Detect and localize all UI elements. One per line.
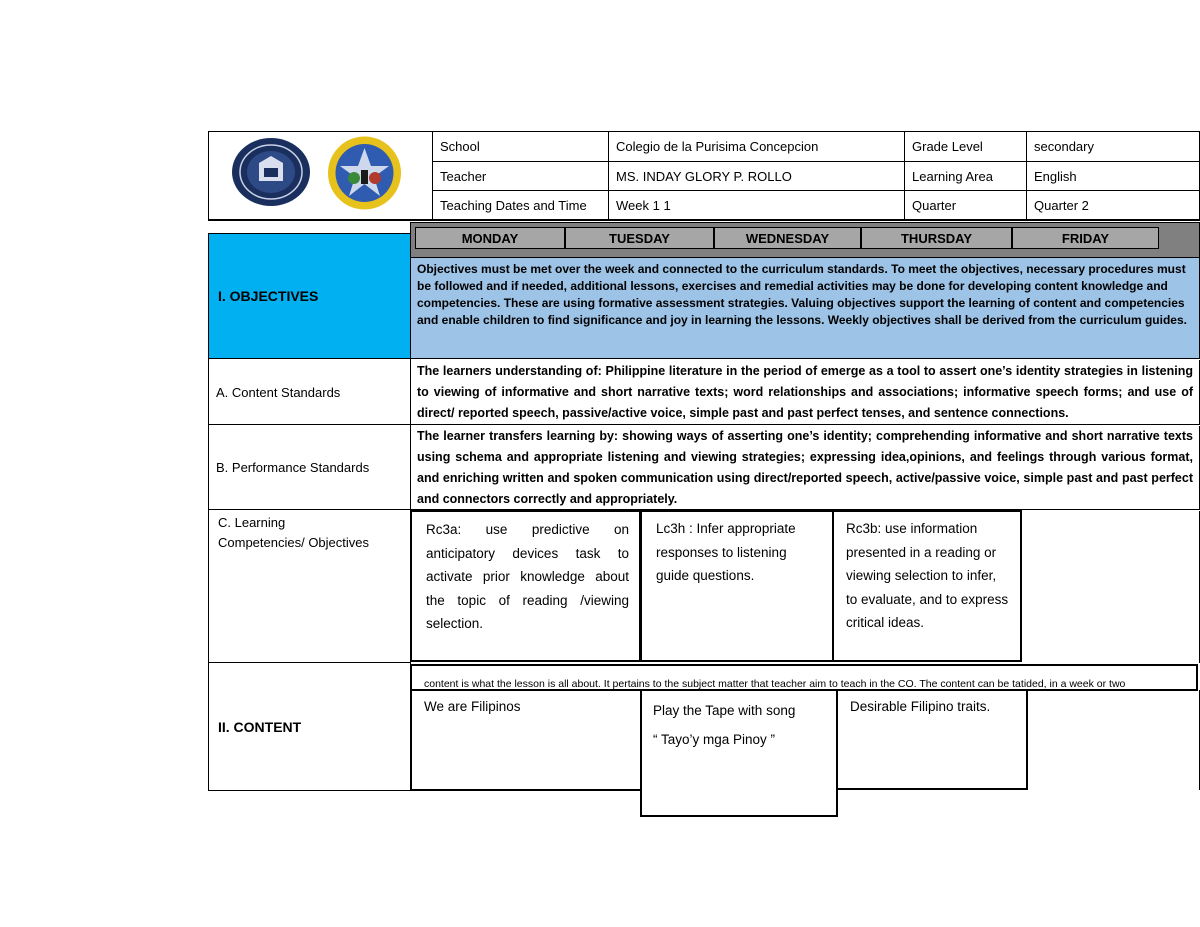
day-monday: MONDAY bbox=[415, 227, 565, 249]
objectives-title: I. OBJECTIVES bbox=[218, 288, 319, 304]
header-label-teacher: Teacher bbox=[440, 168, 487, 184]
header-value-learning-area: English bbox=[1034, 168, 1077, 184]
objectives-title-cell bbox=[208, 233, 411, 359]
performance-standards-label: B. Performance Standards bbox=[209, 426, 410, 510]
header-value-quarter: Quarter 2 bbox=[1034, 198, 1089, 213]
content-tuesday-line1: Play the Tape with song bbox=[653, 703, 796, 718]
header-value-teacher: MS. INDAY GLORY P. ROLLO bbox=[616, 168, 792, 184]
competency-tuesday: Lc3h : Infer appropriate responses to listening guide questions. bbox=[640, 510, 834, 662]
competency-wednesday: Rc3b: use information presented in a reading or viewing selection to infer, to evaluate, and to express critical ideas. bbox=[832, 510, 1022, 662]
day-thursday: THURSDAY bbox=[861, 227, 1012, 249]
content-tuesday-line2: “ Tayo’y mga Pinoy ” bbox=[653, 732, 776, 747]
performance-standards-text: The learner transfers learning by: showing ways of asserting one’s identity; comprehending informative and short narrative texts using schema and appropriate listening and viewing strategies; expressing idea,opinions, and feelings through various format, and enriching written and spoken communication using direct/reported speech, active/passive voice, simple past and past perfect and connectors correctly and appropriately. bbox=[411, 426, 1200, 510]
content-wednesday-text: Desirable Filipino traits. bbox=[850, 699, 991, 714]
content-monday bbox=[410, 689, 642, 791]
school-logo-right bbox=[327, 136, 402, 210]
content-wednesday bbox=[836, 689, 1028, 790]
content-standards-text: The learners understanding of: Philippine literature in the period of emerge as a tool to assert one’s identity strategies in listening to viewing of informative and short narrative texts; word relationships and associations; informative speech forms; and use of direct/ reported speech, passive/active voice, simple past and past perfect tenses, and sentence connections. bbox=[411, 360, 1200, 425]
content-title: II. CONTENT bbox=[218, 719, 302, 735]
day-friday: FRIDAY bbox=[1012, 227, 1159, 249]
content-note: content is what the lesson is all about. It pertains to the subject matter that teacher aim to teach in the CO. The content can be tatided, in a week or two bbox=[411, 664, 1198, 691]
objectives-text: Objectives must be met over the week and connected to the curriculum standards. To meet the objectives, necessary procedures must be followed and if needed, additional lessons, exercises and remedial activities may be done for developing content knowledge and competencies. These are using formative assessment strategies. Valuing objectives support the learning of content and competencies and enable children to find significance and joy in learning the lessons. Weekly objectives shall be derived from the curriculum guides. bbox=[411, 258, 1200, 359]
header-value-school: Colegio de la Purisima Concepcion bbox=[616, 139, 819, 154]
header-label-learning-area: Learning Area bbox=[912, 168, 993, 184]
content-standards-label: A. Content Standards bbox=[209, 360, 410, 425]
content-title-cell bbox=[209, 664, 410, 790]
content-tuesday bbox=[640, 689, 838, 817]
header-label-quarter: Quarter bbox=[912, 198, 957, 213]
header-label-grade-level: Grade Level bbox=[912, 139, 983, 154]
header-label-teaching-dates: Teaching Dates and Time bbox=[440, 198, 587, 213]
competencies-label: C. Learning Competencies/ Objectives bbox=[209, 511, 410, 663]
content-monday-text: We are Filipinos bbox=[424, 699, 521, 714]
header-label-school: School bbox=[440, 139, 480, 154]
header-value-teaching-dates: Week 1 1 bbox=[616, 198, 671, 213]
day-header-bar bbox=[410, 222, 1200, 258]
day-tuesday: TUESDAY bbox=[565, 227, 714, 249]
header-value-grade-level: secondary bbox=[1034, 139, 1094, 154]
competency-monday: Rc3a: use predictive on anticipatory devices task to activate prior knowledge about the topic of reading /viewing selection. bbox=[410, 510, 641, 662]
day-wednesday: WEDNESDAY bbox=[714, 227, 861, 249]
school-logo-left bbox=[231, 137, 311, 207]
